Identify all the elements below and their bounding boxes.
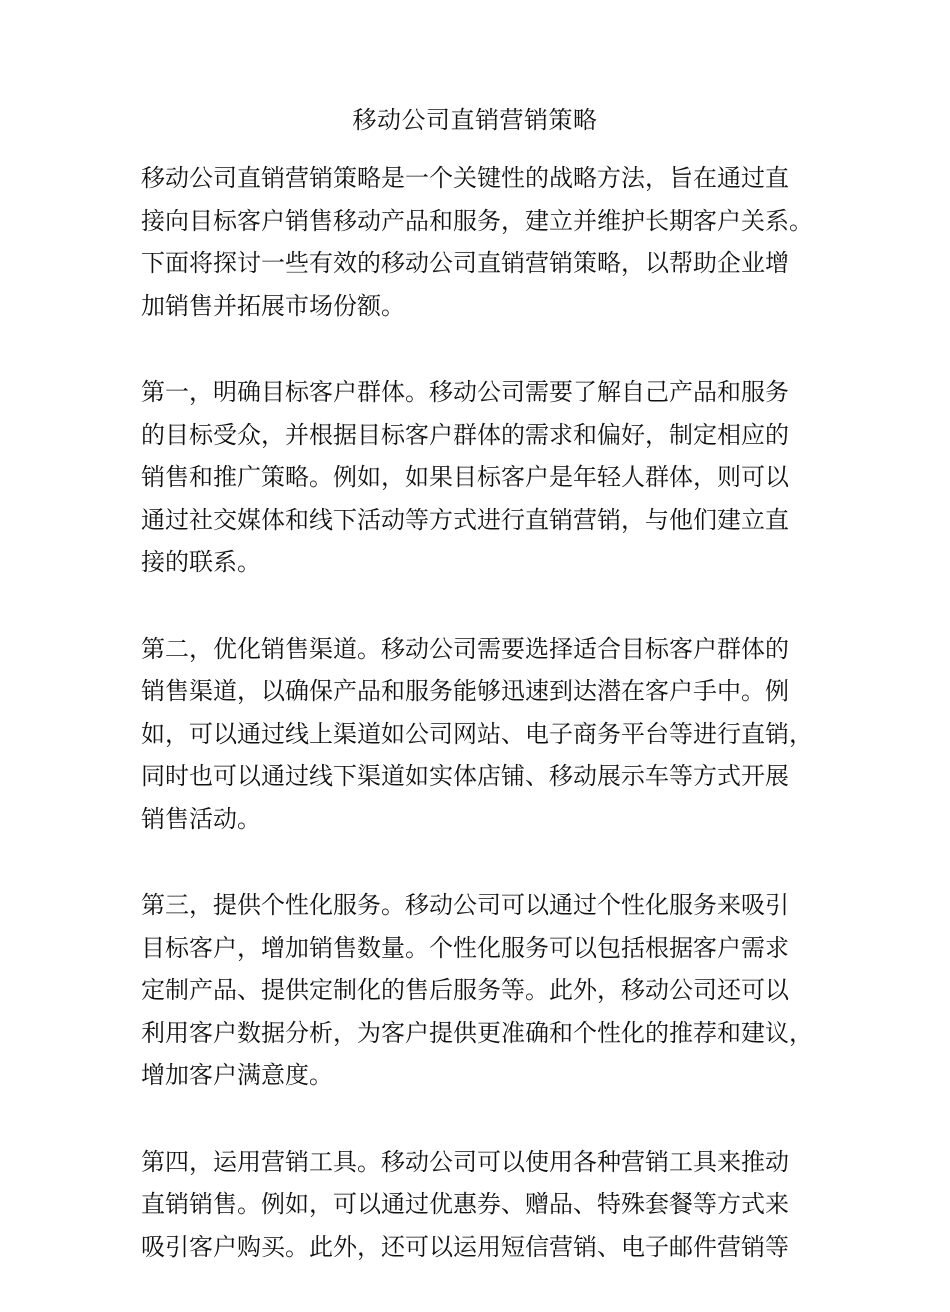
paragraph-intro: 移动公司直销营销策略是一个关键性的战略方法，旨在通过直 接向目标客户销售移动产品和服务，建立并维护长期客户关系。 下面将探讨一些有效的移动公司直销营销策略，以帮助企业增 加销售并拓展市场份额。	[141, 164, 813, 320]
paragraph-marketing-tools: 第四，运用营销工具。移动公司可以使用各种营销工具来推动 直销销售。例如，可以通过优惠券、赠品、特殊套餐等方式来 吸引客户购买。此外，还可以运用短信营销、电子邮件营销等	[141, 1147, 789, 1261]
paragraph-sales-channels: 第二，优化销售渠道。移动公司需要选择适合目标客户群体的 销售渠道，以确保产品和服务能够迅速到达潜在客户手中。例 如，可以通过线上渠道如公司网站、电子商务平台等进行直销， 同时也可以通过线下渠道如实体店铺、移动展示车等方式开展 销售活动。	[141, 634, 813, 833]
paragraph-target-customers: 第一，明确目标客户群体。移动公司需要了解自己产品和服务 的目标受众，并根据目标客户群体的需求和偏好，制定相应的 销售和推广策略。例如，如果目标客户是年轻人群体，则可以 通过社交媒体和线下活动等方式进行直销营销，与他们建立直 接的联系。	[141, 378, 789, 576]
document-title: 移动公司直销营销策略	[352, 106, 598, 134]
paragraph-personalized-service: 第三，提供个性化服务。移动公司可以通过个性化服务来吸引 目标客户，增加销售数量。个性化服务可以包括根据客户需求 定制产品、提供定制化的售后服务等。此外，移动公司还可以 利用客户数据分析，为客户提供更准确和个性化的推荐和建议， 增加客户满意度。	[141, 891, 813, 1089]
document-body	[141, 157, 831, 1312]
